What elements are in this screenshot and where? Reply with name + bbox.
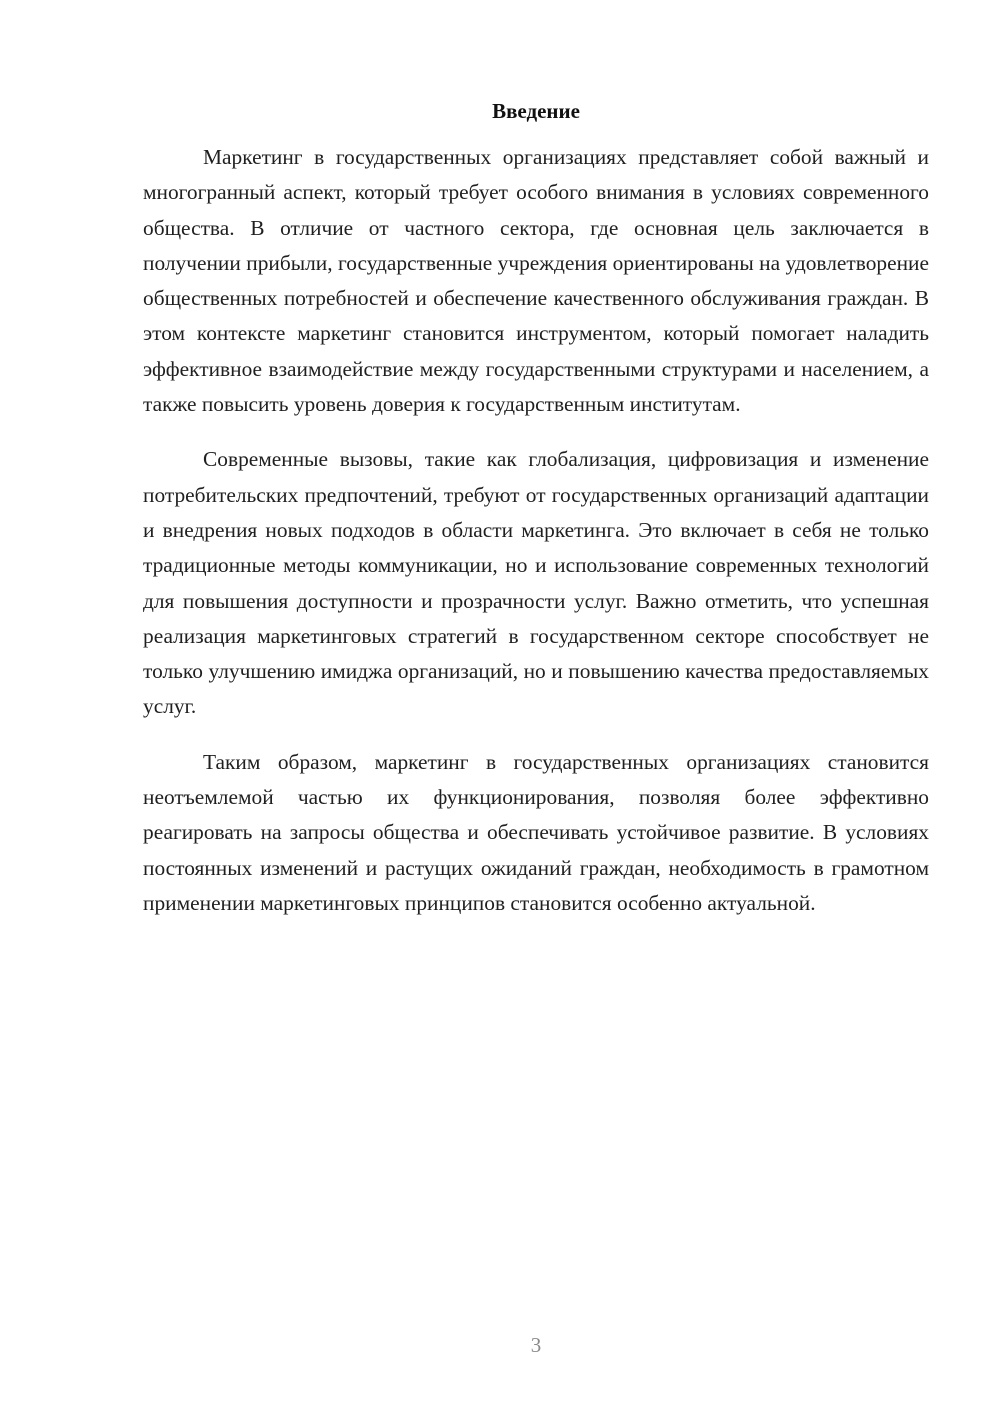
page-content — [143, 96, 929, 941]
paragraph-1: Маркетинг в государственных организациях представляет собой важный и многогранный аспект, который требует особого внимания в условиях современного общества. В отличие от частного сектора, где основная цель заключается в получении прибыли, государственные учреждения ориентированы на удовлетворение общественных потребностей и обеспечение качественного обслуживания граждан. В этом контексте маркетинг становится инструментом, который помогает наладить эффективное взаимодействие между государственными структурами и населением, а также повысить уровень доверия к государственным институтам. — [143, 145, 929, 417]
paragraph-2: Современные вызовы, такие как глобализация, цифровизация и изменение потребительских предпочтений, требуют от государственных организаций адаптации и внедрения новых подходов в области маркетинга. Это включает в себя не только традиционные методы коммуникации, но и использование современных технологий для повышения доступности и прозрачности услуг. Важно отметить, что успешная реализация маркетинговых стратегий в государственном секторе способствует не только улучшению имиджа организаций, но и повышению качества предоставляемых услуг. — [143, 447, 929, 719]
paragraph-3: Таким образом, маркетинг в государственных организациях становится неотъемлемой частью их функционирования, позволяя более эффективно реагировать на запросы общества и обеспечивать устойчивое развитие. В условиях постоянных изменений и растущих ожиданий граждан, необходимость в грамотном применении маркетинговых принципов становится особенно актуальной. — [143, 749, 929, 915]
section-title: Введение — [492, 99, 580, 123]
page-number: 3 — [530, 1333, 542, 1357]
